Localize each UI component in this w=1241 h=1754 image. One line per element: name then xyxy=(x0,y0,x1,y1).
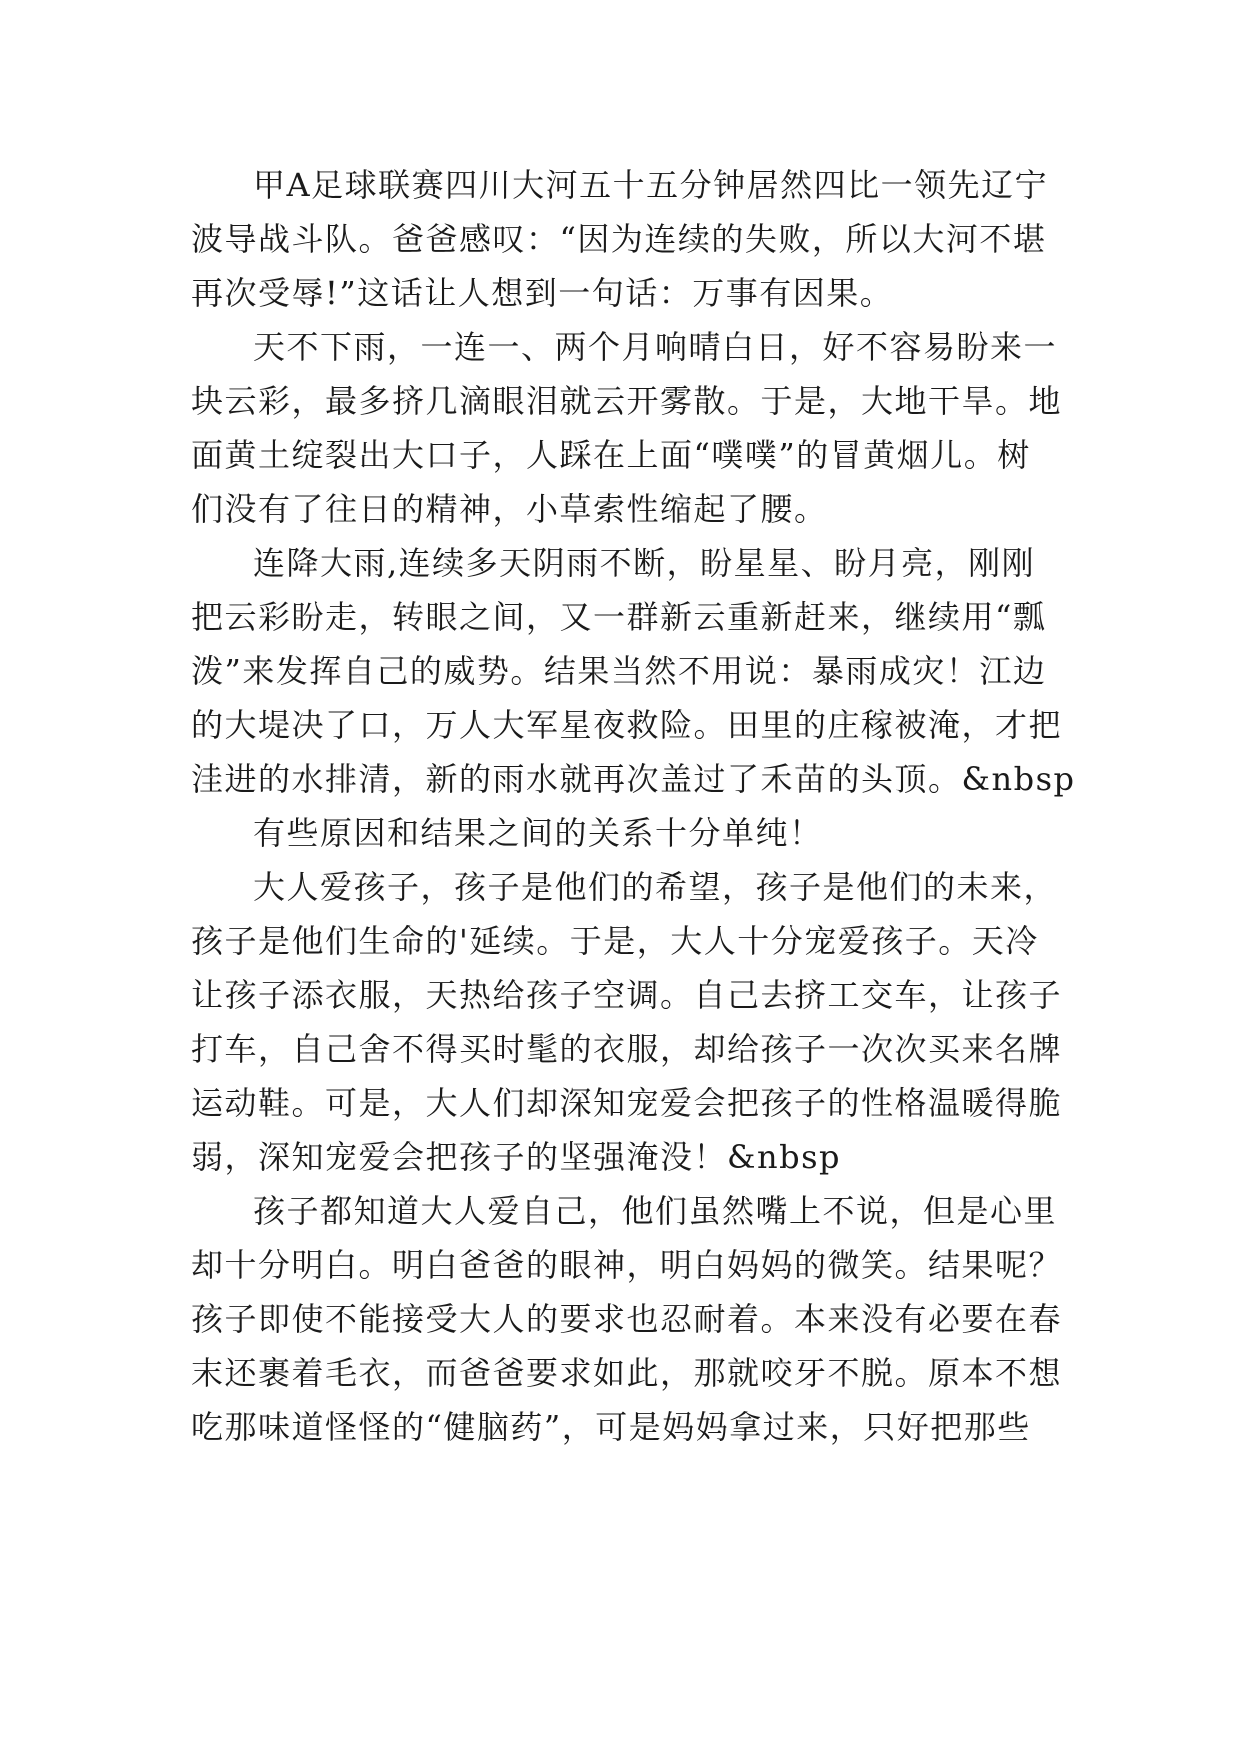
text-line: 洼进的水排清，新的雨水就再次盖过了禾苗的头顶。&nbsp xyxy=(191,760,1076,798)
text-line: 甲A足球联赛四川大河五十五分钟居然四比一领先辽宁 xyxy=(253,166,1049,204)
text-line: 再次受辱!”这话让人想到一句话：万事有因果。 xyxy=(191,274,894,312)
text-line: 块云彩，最多挤几滴眼泪就云开雾散。于是，大地干旱。地 xyxy=(191,382,1063,420)
text-line: 面黄土绽裂出大口子，人踩在上面“噗噗”的冒黄烟儿。树 xyxy=(191,436,1031,474)
text-line: 天不下雨，一连一、两个月响晴白日，好不容易盼来一 xyxy=(253,328,1058,366)
text-line: 弱，深知宠爱会把孩子的坚强淹没！&nbsp xyxy=(191,1138,841,1176)
text-line: 吃那味道怪怪的“健脑药”，可是妈妈拿过来，只好把那些 xyxy=(191,1408,1031,1446)
text-line: 却十分明白。明白爸爸的眼神，明白妈妈的微笑。结果呢？ xyxy=(191,1246,1063,1284)
text-line: 把云彩盼走，转眼之间，又一群新云重新赶来，继续用“瓢 xyxy=(191,598,1047,636)
text-line: 波导战斗队。爸爸感叹：“因为连续的失败，所以大河不堪 xyxy=(191,220,1047,258)
text-line: 大人爱孩子，孩子是他们的希望，孩子是他们的未来， xyxy=(253,868,1058,906)
text-line: 孩子是他们生命的'延续。于是，大人十分宠爱孩子。天冷 xyxy=(191,922,1039,960)
text-line: 末还裹着毛衣，而爸爸要求如此，那就咬牙不脱。原本不想 xyxy=(191,1354,1063,1392)
text-line: 连降大雨,连续多天阴雨不断，盼星星、盼月亮，刚刚 xyxy=(253,544,1036,582)
text-line: 运动鞋。可是，大人们却深知宠爱会把孩子的性格温暖得脆 xyxy=(191,1084,1063,1122)
text-line: 的大堤决了口，万人大军星夜救险。田里的庄稼被淹，才把 xyxy=(191,706,1063,744)
text-line: 孩子即使不能接受大人的要求也忍耐着。本来没有必要在春 xyxy=(191,1300,1063,1338)
text-line: 让孩子添衣服，天热给孩子空调。自己去挤工交车，让孩子 xyxy=(191,976,1063,1014)
text-line: 有些原因和结果之间的关系十分单纯！ xyxy=(253,814,823,852)
text-line: 泼”来发挥自己的威势。结果当然不用说：暴雨成灾！江边 xyxy=(191,652,1047,690)
text-line: 们没有了往日的精神，小草索性缩起了腰。 xyxy=(191,490,828,528)
text-line: 打车，自己舍不得买时髦的衣服，却给孩子一次次买来名牌 xyxy=(191,1030,1063,1068)
text-line: 孩子都知道大人爱自己，他们虽然嘴上不说，但是心里 xyxy=(253,1192,1058,1230)
